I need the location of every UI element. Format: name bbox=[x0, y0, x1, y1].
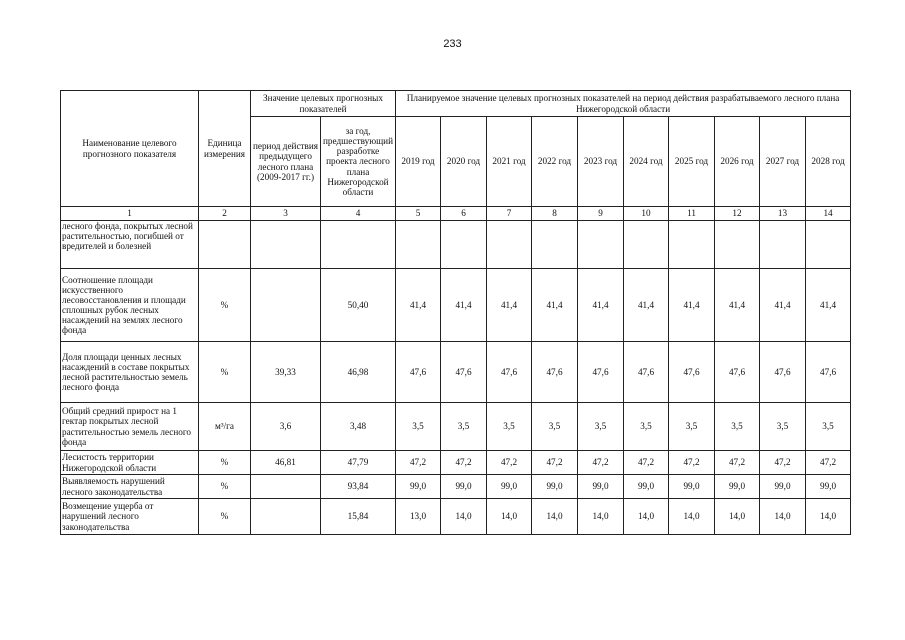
column-number: 6 bbox=[441, 207, 487, 221]
unit-cell: м³/га bbox=[199, 403, 251, 451]
year-value bbox=[532, 221, 578, 269]
year-value: 3,5 bbox=[532, 403, 578, 451]
year-value: 3,5 bbox=[760, 403, 806, 451]
year-value: 47,2 bbox=[487, 451, 532, 475]
year-value: 47,2 bbox=[396, 451, 441, 475]
previous-period-value: 39,33 bbox=[251, 342, 321, 403]
year-value: 41,4 bbox=[715, 269, 760, 342]
year-value bbox=[441, 221, 487, 269]
year-value: 3,5 bbox=[715, 403, 760, 451]
year-value bbox=[715, 221, 760, 269]
year-value: 47,6 bbox=[806, 342, 851, 403]
year-value bbox=[578, 221, 624, 269]
table-row bbox=[61, 269, 851, 342]
year-value: 14,0 bbox=[669, 499, 715, 535]
year-value: 47,2 bbox=[760, 451, 806, 475]
year-value: 14,0 bbox=[532, 499, 578, 535]
page-number: 233 bbox=[443, 38, 462, 50]
year-value: 41,4 bbox=[487, 269, 532, 342]
header-indicator-name: Наименование целевого прогнозного показателя bbox=[61, 91, 199, 207]
unit-cell: % bbox=[199, 475, 251, 499]
table-row bbox=[61, 475, 851, 499]
year-value: 3,5 bbox=[396, 403, 441, 451]
column-number: 14 bbox=[806, 207, 851, 221]
previous-year-value: 50,40 bbox=[321, 269, 396, 342]
header-year: 2025 год bbox=[669, 117, 715, 207]
header-target-values: Значение целевых прогнозных показателей bbox=[251, 91, 396, 117]
unit-cell: % bbox=[199, 269, 251, 342]
header-year: 2019 год bbox=[396, 117, 441, 207]
year-value: 99,0 bbox=[532, 475, 578, 499]
year-value: 14,0 bbox=[806, 499, 851, 535]
column-numbers-row bbox=[61, 207, 851, 221]
year-value: 47,6 bbox=[396, 342, 441, 403]
table-row bbox=[61, 451, 851, 475]
previous-period-value: 46,81 bbox=[251, 451, 321, 475]
year-value: 99,0 bbox=[624, 475, 669, 499]
column-number: 10 bbox=[624, 207, 669, 221]
table-row bbox=[61, 499, 851, 535]
year-value: 99,0 bbox=[578, 475, 624, 499]
header-previous-year: за год, предшествующий разработке проекта лесного плана Нижегородской области bbox=[321, 117, 396, 207]
indicator-name: Возмещение ущерба от нарушений лесного законодательства bbox=[61, 499, 199, 535]
year-value: 14,0 bbox=[578, 499, 624, 535]
previous-period-value bbox=[251, 475, 321, 499]
header-year: 2028 год bbox=[806, 117, 851, 207]
indicator-name: Лесистость территории Нижегородской области bbox=[61, 451, 199, 475]
year-value bbox=[806, 221, 851, 269]
year-value: 99,0 bbox=[396, 475, 441, 499]
previous-year-value: 93,84 bbox=[321, 475, 396, 499]
unit-cell: % bbox=[199, 342, 251, 403]
year-value: 3,5 bbox=[806, 403, 851, 451]
year-value: 99,0 bbox=[715, 475, 760, 499]
header-year: 2020 год bbox=[441, 117, 487, 207]
previous-year-value: 3,48 bbox=[321, 403, 396, 451]
year-value bbox=[487, 221, 532, 269]
previous-year-value: 47,79 bbox=[321, 451, 396, 475]
year-value: 47,6 bbox=[441, 342, 487, 403]
header-year: 2023 год bbox=[578, 117, 624, 207]
column-number: 4 bbox=[321, 207, 396, 221]
unit-cell: % bbox=[199, 451, 251, 475]
column-number: 9 bbox=[578, 207, 624, 221]
year-value bbox=[760, 221, 806, 269]
header-year: 2026 год bbox=[715, 117, 760, 207]
year-value bbox=[396, 221, 441, 269]
year-value: 14,0 bbox=[624, 499, 669, 535]
year-value: 47,2 bbox=[806, 451, 851, 475]
year-value: 47,6 bbox=[578, 342, 624, 403]
header-year: 2022 год bbox=[532, 117, 578, 207]
indicator-name: Выявляемость нарушений лесного законодательства bbox=[61, 475, 199, 499]
previous-year-value: 46,98 bbox=[321, 342, 396, 403]
year-value: 47,2 bbox=[669, 451, 715, 475]
column-number: 1 bbox=[61, 207, 199, 221]
year-value: 14,0 bbox=[760, 499, 806, 535]
year-value: 3,5 bbox=[669, 403, 715, 451]
column-number: 12 bbox=[715, 207, 760, 221]
indicator-name: лесного фонда, покрытых лесной растительностью, погибшей от вредителей и болезней bbox=[61, 221, 199, 269]
previous-period-value bbox=[251, 269, 321, 342]
year-value: 3,5 bbox=[578, 403, 624, 451]
year-value: 41,4 bbox=[441, 269, 487, 342]
year-value: 41,4 bbox=[532, 269, 578, 342]
year-value: 3,5 bbox=[624, 403, 669, 451]
year-value: 41,4 bbox=[669, 269, 715, 342]
year-value: 47,6 bbox=[669, 342, 715, 403]
year-value: 14,0 bbox=[487, 499, 532, 535]
year-value: 41,4 bbox=[396, 269, 441, 342]
header-year: 2027 год bbox=[760, 117, 806, 207]
year-value: 99,0 bbox=[760, 475, 806, 499]
column-number: 11 bbox=[669, 207, 715, 221]
column-number: 8 bbox=[532, 207, 578, 221]
table-row bbox=[61, 342, 851, 403]
year-value: 47,2 bbox=[624, 451, 669, 475]
header-unit: Единица измерения bbox=[199, 91, 251, 207]
year-value: 14,0 bbox=[715, 499, 760, 535]
previous-period-value bbox=[251, 221, 321, 269]
year-value: 3,5 bbox=[487, 403, 532, 451]
header-year: 2024 год bbox=[624, 117, 669, 207]
previous-period-value: 3,6 bbox=[251, 403, 321, 451]
forecast-indicators-table bbox=[60, 90, 851, 535]
column-number: 13 bbox=[760, 207, 806, 221]
indicator-name: Общий средний прирост на 1 гектар покрытых лесной растительностью земель лесного фонда bbox=[61, 403, 199, 451]
column-number: 7 bbox=[487, 207, 532, 221]
year-value: 47,2 bbox=[715, 451, 760, 475]
year-value: 47,6 bbox=[487, 342, 532, 403]
year-value: 47,6 bbox=[715, 342, 760, 403]
table-row bbox=[61, 403, 851, 451]
year-value: 47,2 bbox=[441, 451, 487, 475]
year-value: 41,4 bbox=[624, 269, 669, 342]
unit-cell bbox=[199, 221, 251, 269]
header-year: 2021 год bbox=[487, 117, 532, 207]
year-value: 13,0 bbox=[396, 499, 441, 535]
year-value: 3,5 bbox=[441, 403, 487, 451]
header-previous-plan-period: период действия предыдущего лесного плана (2009-2017 гг.) bbox=[251, 117, 321, 207]
year-value: 41,4 bbox=[760, 269, 806, 342]
previous-year-value: 15,84 bbox=[321, 499, 396, 535]
year-value: 99,0 bbox=[669, 475, 715, 499]
year-value: 99,0 bbox=[487, 475, 532, 499]
year-value bbox=[624, 221, 669, 269]
year-value: 99,0 bbox=[441, 475, 487, 499]
table-row bbox=[61, 221, 851, 269]
previous-year-value bbox=[321, 221, 396, 269]
year-value: 47,2 bbox=[578, 451, 624, 475]
unit-cell: % bbox=[199, 499, 251, 535]
indicator-name: Доля площади ценных лесных насаждений в составе покрытых лесной растительностью земель лесного фонда bbox=[61, 342, 199, 403]
year-value: 47,6 bbox=[760, 342, 806, 403]
year-value: 41,4 bbox=[578, 269, 624, 342]
year-value: 14,0 bbox=[441, 499, 487, 535]
column-number: 5 bbox=[396, 207, 441, 221]
previous-period-value bbox=[251, 499, 321, 535]
year-value: 99,0 bbox=[806, 475, 851, 499]
year-value: 47,6 bbox=[532, 342, 578, 403]
year-value: 41,4 bbox=[806, 269, 851, 342]
year-value: 47,2 bbox=[532, 451, 578, 475]
header-planned-values: Планируемое значение целевых прогнозных показателей на период действия разрабатываемого лесного плана Нижегородской области bbox=[396, 91, 851, 117]
indicator-name: Соотношение площади искусственного лесовосстановления и площади сплошных рубок лесных насаждений на землях лесного фонда bbox=[61, 269, 199, 342]
column-number: 2 bbox=[199, 207, 251, 221]
year-value: 47,6 bbox=[624, 342, 669, 403]
column-number: 3 bbox=[251, 207, 321, 221]
year-value bbox=[669, 221, 715, 269]
